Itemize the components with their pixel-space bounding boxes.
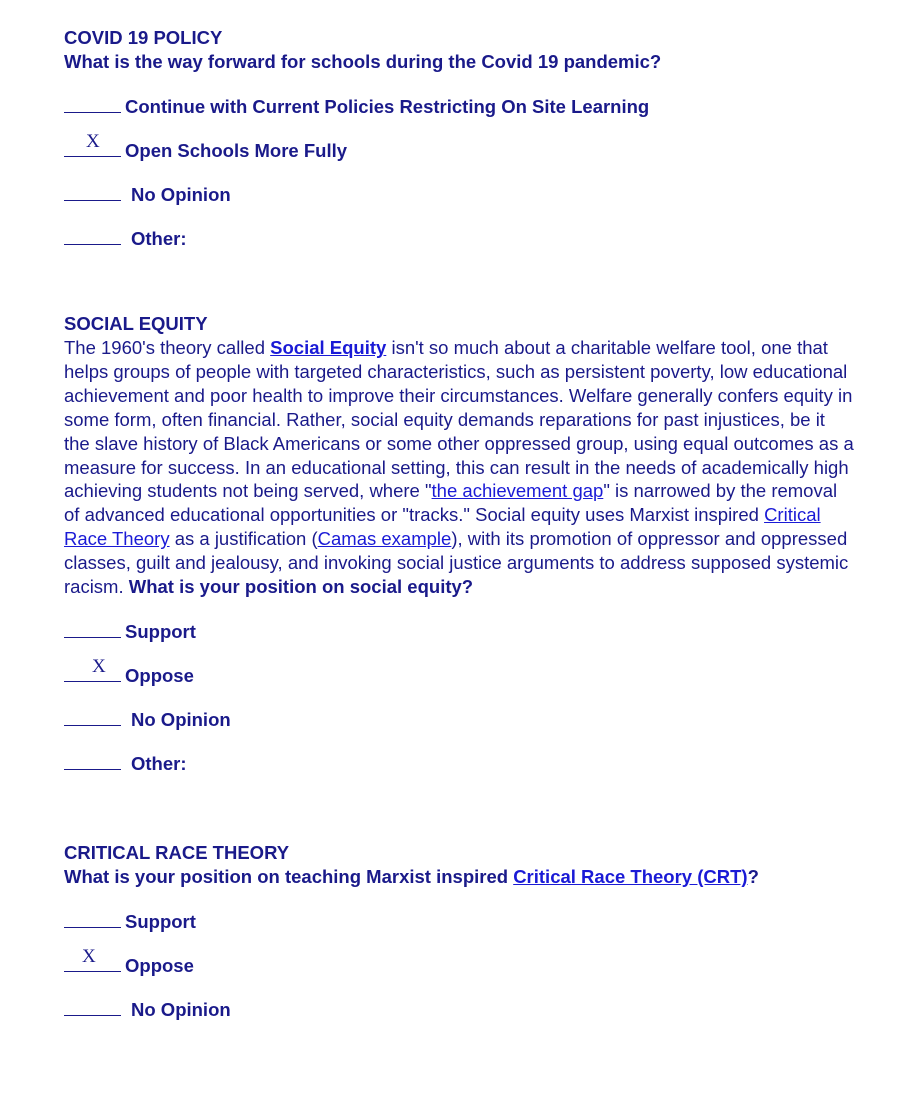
covid-option-other[interactable] [64,226,854,250]
option-label: Oppose [125,664,194,686]
answer-mark: X [82,945,96,967]
covid-option-no-opinion[interactable] [64,182,854,206]
social-equity-link[interactable]: Social Equity [270,337,387,358]
option-label: No Opinion [131,184,231,205]
option-label: No Opinion [131,708,231,730]
covid-option-continue[interactable] [64,94,854,118]
paragraph-text: ), with its promotion of oppressor and oppressed classes, guilt and jealousy, and invoking social justice arguments to address supposed systemic racism. [64,528,849,598]
achievement-gap-link[interactable]: the achievement gap [431,480,604,502]
crt-heading: CRITICAL RACE THEORY [64,841,290,863]
answer-blank[interactable] [64,655,121,682]
covid-option-open-schools[interactable] [64,131,854,162]
answer-blank[interactable] [64,131,121,157]
paragraph-text: as a justification ( [169,528,318,550]
crt-option-oppose[interactable] [64,945,854,977]
critical-race-theory-link[interactable]: Critical Race Theory [64,504,821,550]
questionnaire-page [64,26,854,1021]
option-label: Continue with Current Policies Restricting On Site Learning [125,96,650,117]
option-label: No Opinion [131,998,231,1020]
answer-blank[interactable] [64,997,121,1016]
answer-mark: X [86,131,100,152]
social-equity-question: What is your position on social equity? [128,576,474,598]
answer-blank[interactable] [64,909,121,928]
answer-blank[interactable] [64,94,121,113]
option-label: Oppose [125,954,194,976]
answer-blank[interactable] [64,707,121,726]
crt-question [64,865,854,889]
answer-blank[interactable] [64,751,121,770]
option-label: Other: [131,228,187,249]
social-equity-option-oppose[interactable] [64,655,854,687]
question-text: ? [747,865,759,887]
answer-blank[interactable] [64,182,121,201]
answer-blank[interactable] [64,226,121,245]
covid-section [64,26,854,250]
option-label: Support [125,910,196,932]
answer-mark: X [92,655,106,677]
social-equity-paragraph [64,336,854,599]
social-equity-heading: SOCIAL EQUITY [64,313,208,334]
camas-example-link[interactable]: Camas example [317,528,452,550]
social-equity-section [64,312,854,775]
answer-blank[interactable] [64,945,121,972]
crt-option-support[interactable] [64,909,854,933]
option-label: Other: [131,752,187,774]
social-equity-option-support[interactable] [64,619,854,643]
covid-question: What is the way forward for schools during the Covid 19 pandemic? [64,51,662,72]
paragraph-text: isn't so much about a charitable welfare tool, one that helps groups of people with targeted characteristics, such as persistent poverty, low educational achievement and poor health to improve their circumstances. Welfare generally confers equity in some form, often financial. Rather, social equity demands reparations for past injustices, be it the slave history of Black Americans or some other oppressed group, using equal outcomes as a measure for success. In an educational setting, this can result in the needs of academically high achieving students not being served, where " [64,337,854,502]
option-label: Support [125,620,196,642]
crt-option-no-opinion[interactable] [64,997,854,1021]
paragraph-text: The 1960's theory called [64,337,271,358]
paragraph-text: " is narrowed by the removal of advanced educational opportunities or "tracks." Social equity uses Marxist inspired [64,480,838,526]
answer-blank[interactable] [64,619,121,638]
social-equity-option-no-opinion[interactable] [64,707,854,731]
option-label: Open Schools More Fully [125,140,348,161]
crt-section [64,841,854,1021]
crt-link[interactable]: Critical Race Theory (CRT) [513,865,748,887]
covid-heading: COVID 19 POLICY [64,27,223,48]
question-text: What is your position on teaching Marxist inspired [64,865,514,887]
social-equity-option-other[interactable] [64,751,854,775]
